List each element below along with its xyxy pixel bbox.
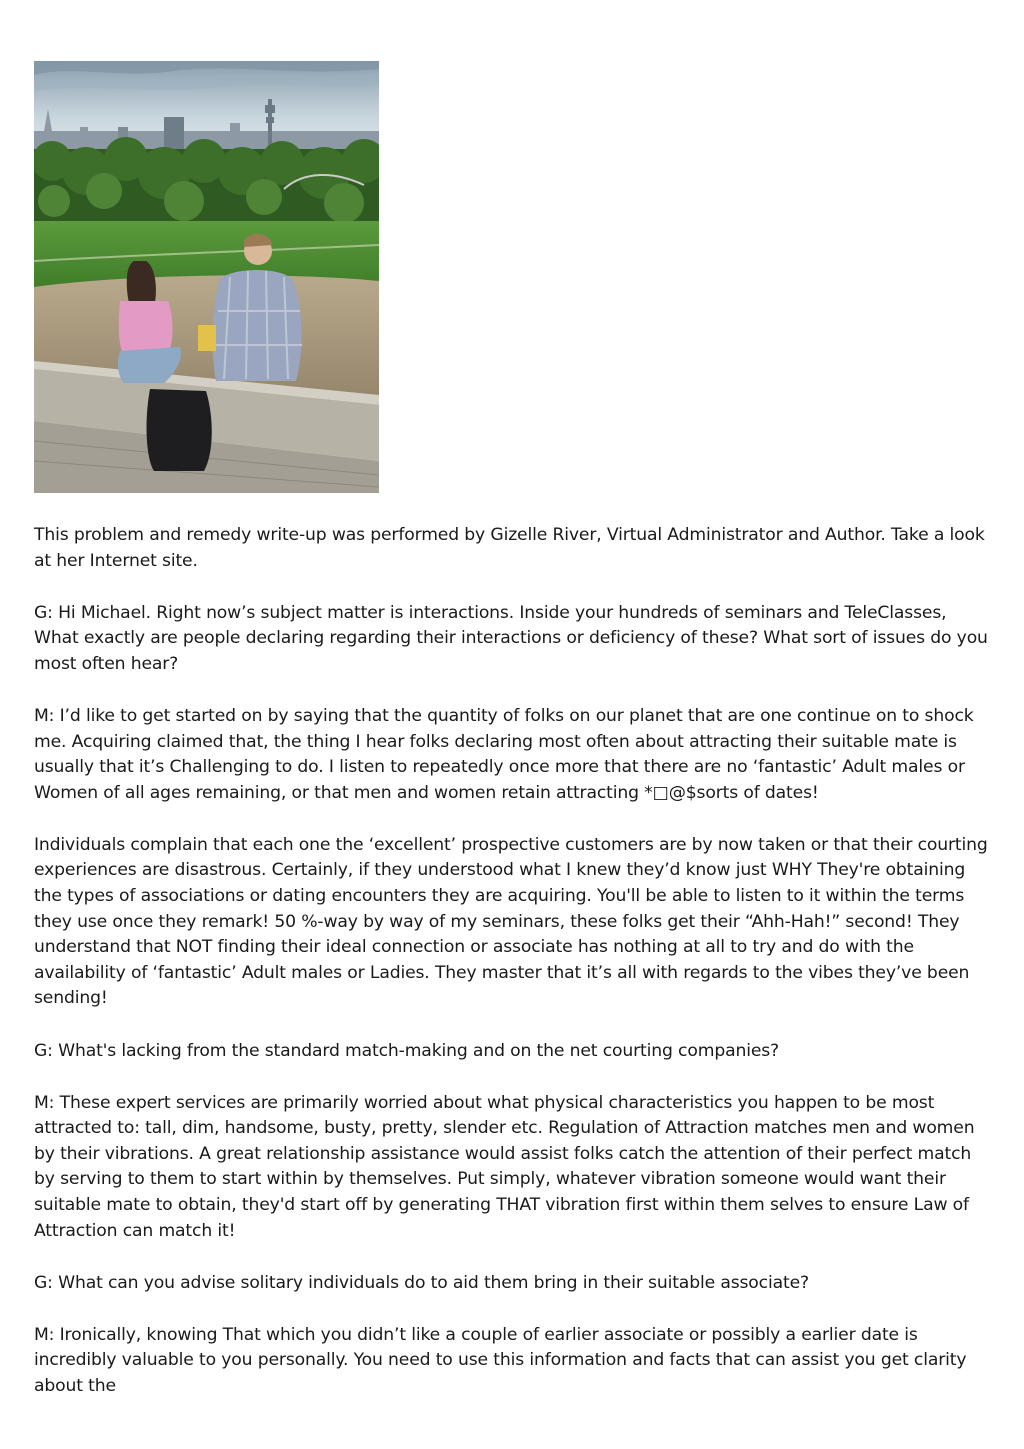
article-paragraph-answer-2: M: These expert services are primarily worried about what physical characteristics you happen to be most attracted to: tall, dim, handsome, busty, pretty, slender etc. Regulation of Attraction matches men and women by their vibrations. A great relationship assistance would assist folks catch the attention of their perfect match by serving to them to start within by themselves. Put simply, whatever vibration someone would want their suitable mate to obtain, they'd start off by generating THAT vibration first within them selves to ensure Law of Attraction can match it! — [34, 1092, 975, 1241]
article-paragraph-question-1: G: Hi Michael. Right now’s subject matter is interactions. Inside your hundreds of seminars and TeleClasses, What exactly are people declaring regarding their interactions or deficiency of these? What sort of issues do you most often hear? — [34, 602, 988, 674]
park-photo-icon — [34, 61, 379, 493]
article-paragraph-answer-1-continued: Individuals complain that each one the ‘excellent’ prospective customers are by now taken or that their courting experiences are disastrous. Certainly, if they understood what I knew they’d know just WHY They're obtaining the types of associations or dating encounters they are acquiring. You'll be able to listen to it within the terms they use once they remark! 50 %-way by way of my seminars, these folks get their “Ahh-Hah!” second! They understand that NOT finding their ideal connection or associate has nothing at all to try and do with the availability of ‘fantastic’ Adult males or Ladies. They master that it’s all with regards to the vibes they’ve been sending! — [34, 834, 988, 1009]
article-paragraph-answer-1: M: I’d like to get started on by saying that the quantity of folks on our planet that are one continue on to shock me. Acquiring claimed that, the thing I hear folks declaring most often about attracting their suitable mate is usually that it’s Challenging to do. I listen to repeatedly once more that there are no ‘fantastic’ Adult males or Women of all ages remaining, or that men and women retain attracting *□@$sorts of dates! — [34, 705, 974, 803]
article-paragraph-answer-3: M: Ironically, knowing That which you didn’t like a couple of earlier associate or possibly a earlier date is incredibly valuable to you personally. You need to use this information and facts that can assist you get clarity about the — [34, 1324, 967, 1396]
article-paragraph-question-2: G: What's lacking from the standard match-making and on the net courting companies? — [34, 1040, 780, 1061]
article-paragraph-intro: This problem and remedy write-up was performed by Gizelle River, Virtual Administrator and Author. Take a look at her Internet site. — [34, 525, 985, 571]
article-paragraph-question-3: G: What can you advise solitary individuals do to aid them bring in their suitable associate? — [34, 1272, 809, 1293]
article-body — [34, 523, 994, 1426]
